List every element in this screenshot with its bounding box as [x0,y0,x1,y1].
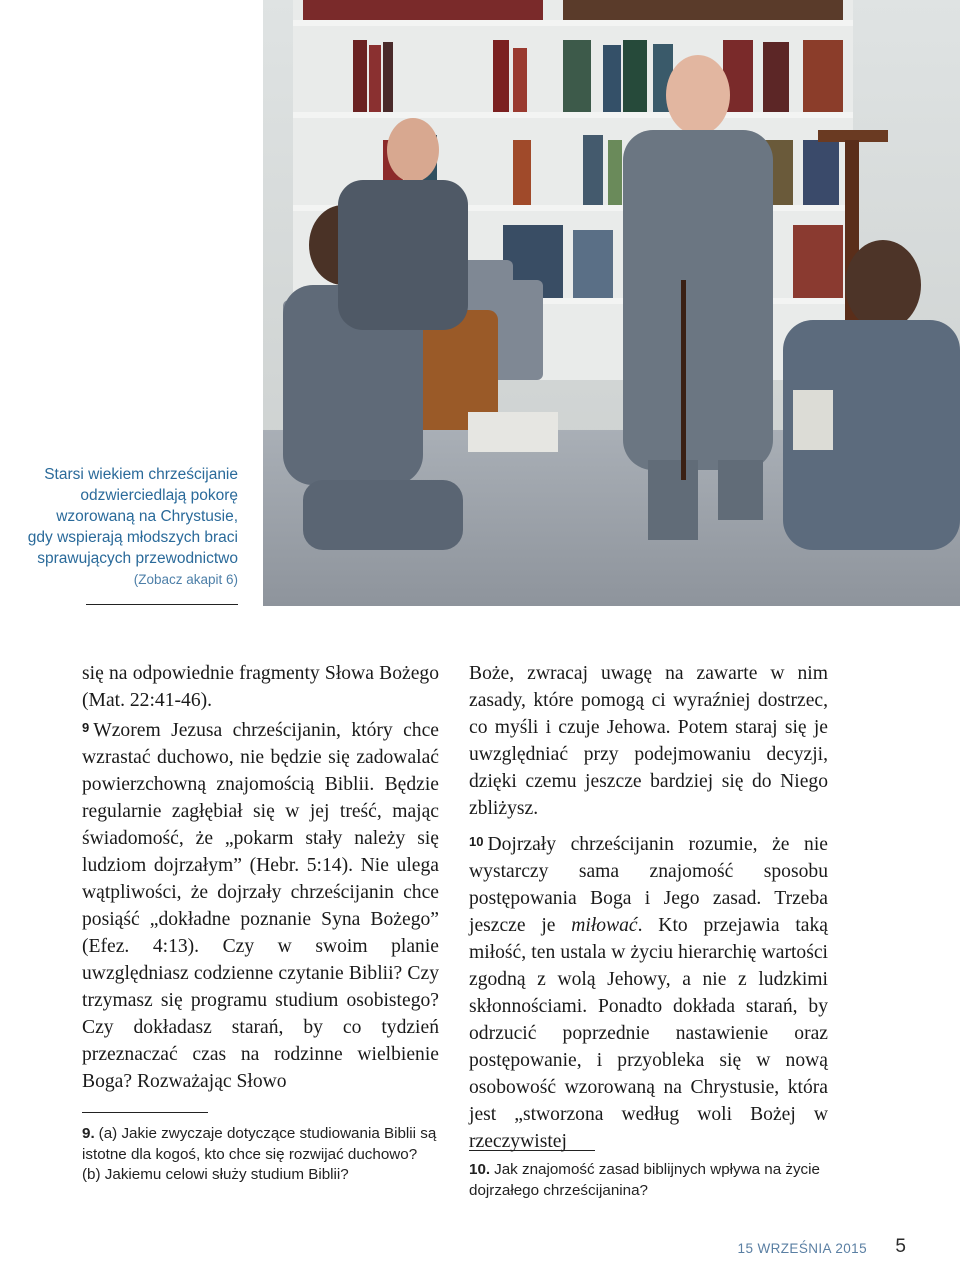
photo-icon [263,0,960,606]
study-question-10 [469,1160,828,1201]
question-divider [82,1112,208,1113]
caption-reference: (Zobacz akapit 6) [133,572,238,587]
paragraph-9-continuation: Boże, zwracaj uwagę na zawarte w nim zasady, które pomogą ci wyraźniej dostrzec, co myśli i czuje Jehowa. Potem staraj się je uwzględniać przy podejmowaniu decyzji, dzięki czemu jeszcze bardziej się do Niego zbliżysz. [469,663,828,819]
question-number: 9. [82,1125,95,1142]
question-divider [469,1150,595,1151]
emphasis: miłować [571,915,638,936]
paragraph-number: 10 [469,834,484,849]
question-text: Jak znajomość zasad biblijnych wpływa na życie dojrzałego chrześcijanina? [469,1161,820,1199]
page-number: 5 [895,1236,906,1257]
caption-divider [86,604,238,605]
paragraph-9 [82,714,439,1095]
issue-date: 15 WRZEŚNIA 2015 [737,1241,867,1256]
caption-line: Starsi wiekiem chrześcijanie [44,466,238,483]
caption-line: wzorowaną na Chrystusie, [56,508,238,525]
paragraph-text: Dojrzały chrześcijanin rozumie, że nie wystarczy sama znajomość sposobu postępowania Boga i Jego zasad. Trzeba jeszcze je [469,834,828,936]
left-column [82,660,439,1095]
question-text: (a) Jakie zwyczaje dotyczące studiowania Biblii są istotne dla kogoś, kto chce się rozwijać duchowo? (b) Jakiemu celowi służy studium Biblii? [82,1125,437,1183]
study-question-9 [82,1124,439,1186]
paragraph-text: . Kto przejawia taką miłość, ten ustala w życiu hierarchię wartości zgodną z wolą Jehowy, a nie z ludzkimi skłonnościami. Ponadto dokłada starań, by odrzucić poprzednie nastawienie oraz postępowanie, i przyobleka się w nową osobowość wzorowaną na Chrystusie, która jest „stworzona według woli Bożej w rzeczywistej [469,915,829,1152]
photo-caption [0,464,238,590]
question-number: 10. [469,1161,491,1178]
caption-line: gdy wspierają młodszych braci [27,529,238,546]
meeting-photo [263,0,960,606]
paragraph-10 [469,828,828,1155]
paragraph-number: 9 [82,720,90,735]
paragraph-text: Wzorem Jezusa chrześcijanin, który chce wzrastać duchowo, nie będzie się zadowalać powierzchowną znajomością Biblii. Będzie regularnie zagłębiał się w jej treść, mając świadomość, że „pokarm stały należy się ludziom dojrzałym” (Hebr. 5:14). Nie ulega wątpliwości, że dojrzały chrześcijanin chce posiąść „dokładne poznanie Syna Bożego” (Efez. 4:13). Czy w swoim planie uwzględniasz codzienne czytanie Biblii? Czy trzymasz się programu studium osobistego? Czy dokładasz starań, by co tydzień przeznaczać czas na rodzinne wielbienie Boga? Rozważając Słowo [82,720,439,1092]
caption-line: odzwierciedlają pokorę [80,487,238,504]
right-column [469,660,828,1155]
caption-line: sprawujących przewodnictwo [37,550,238,567]
paragraph-8-continuation: się na odpowiednie fragmenty Słowa Bożego (Mat. 22:41-46). [82,663,439,711]
